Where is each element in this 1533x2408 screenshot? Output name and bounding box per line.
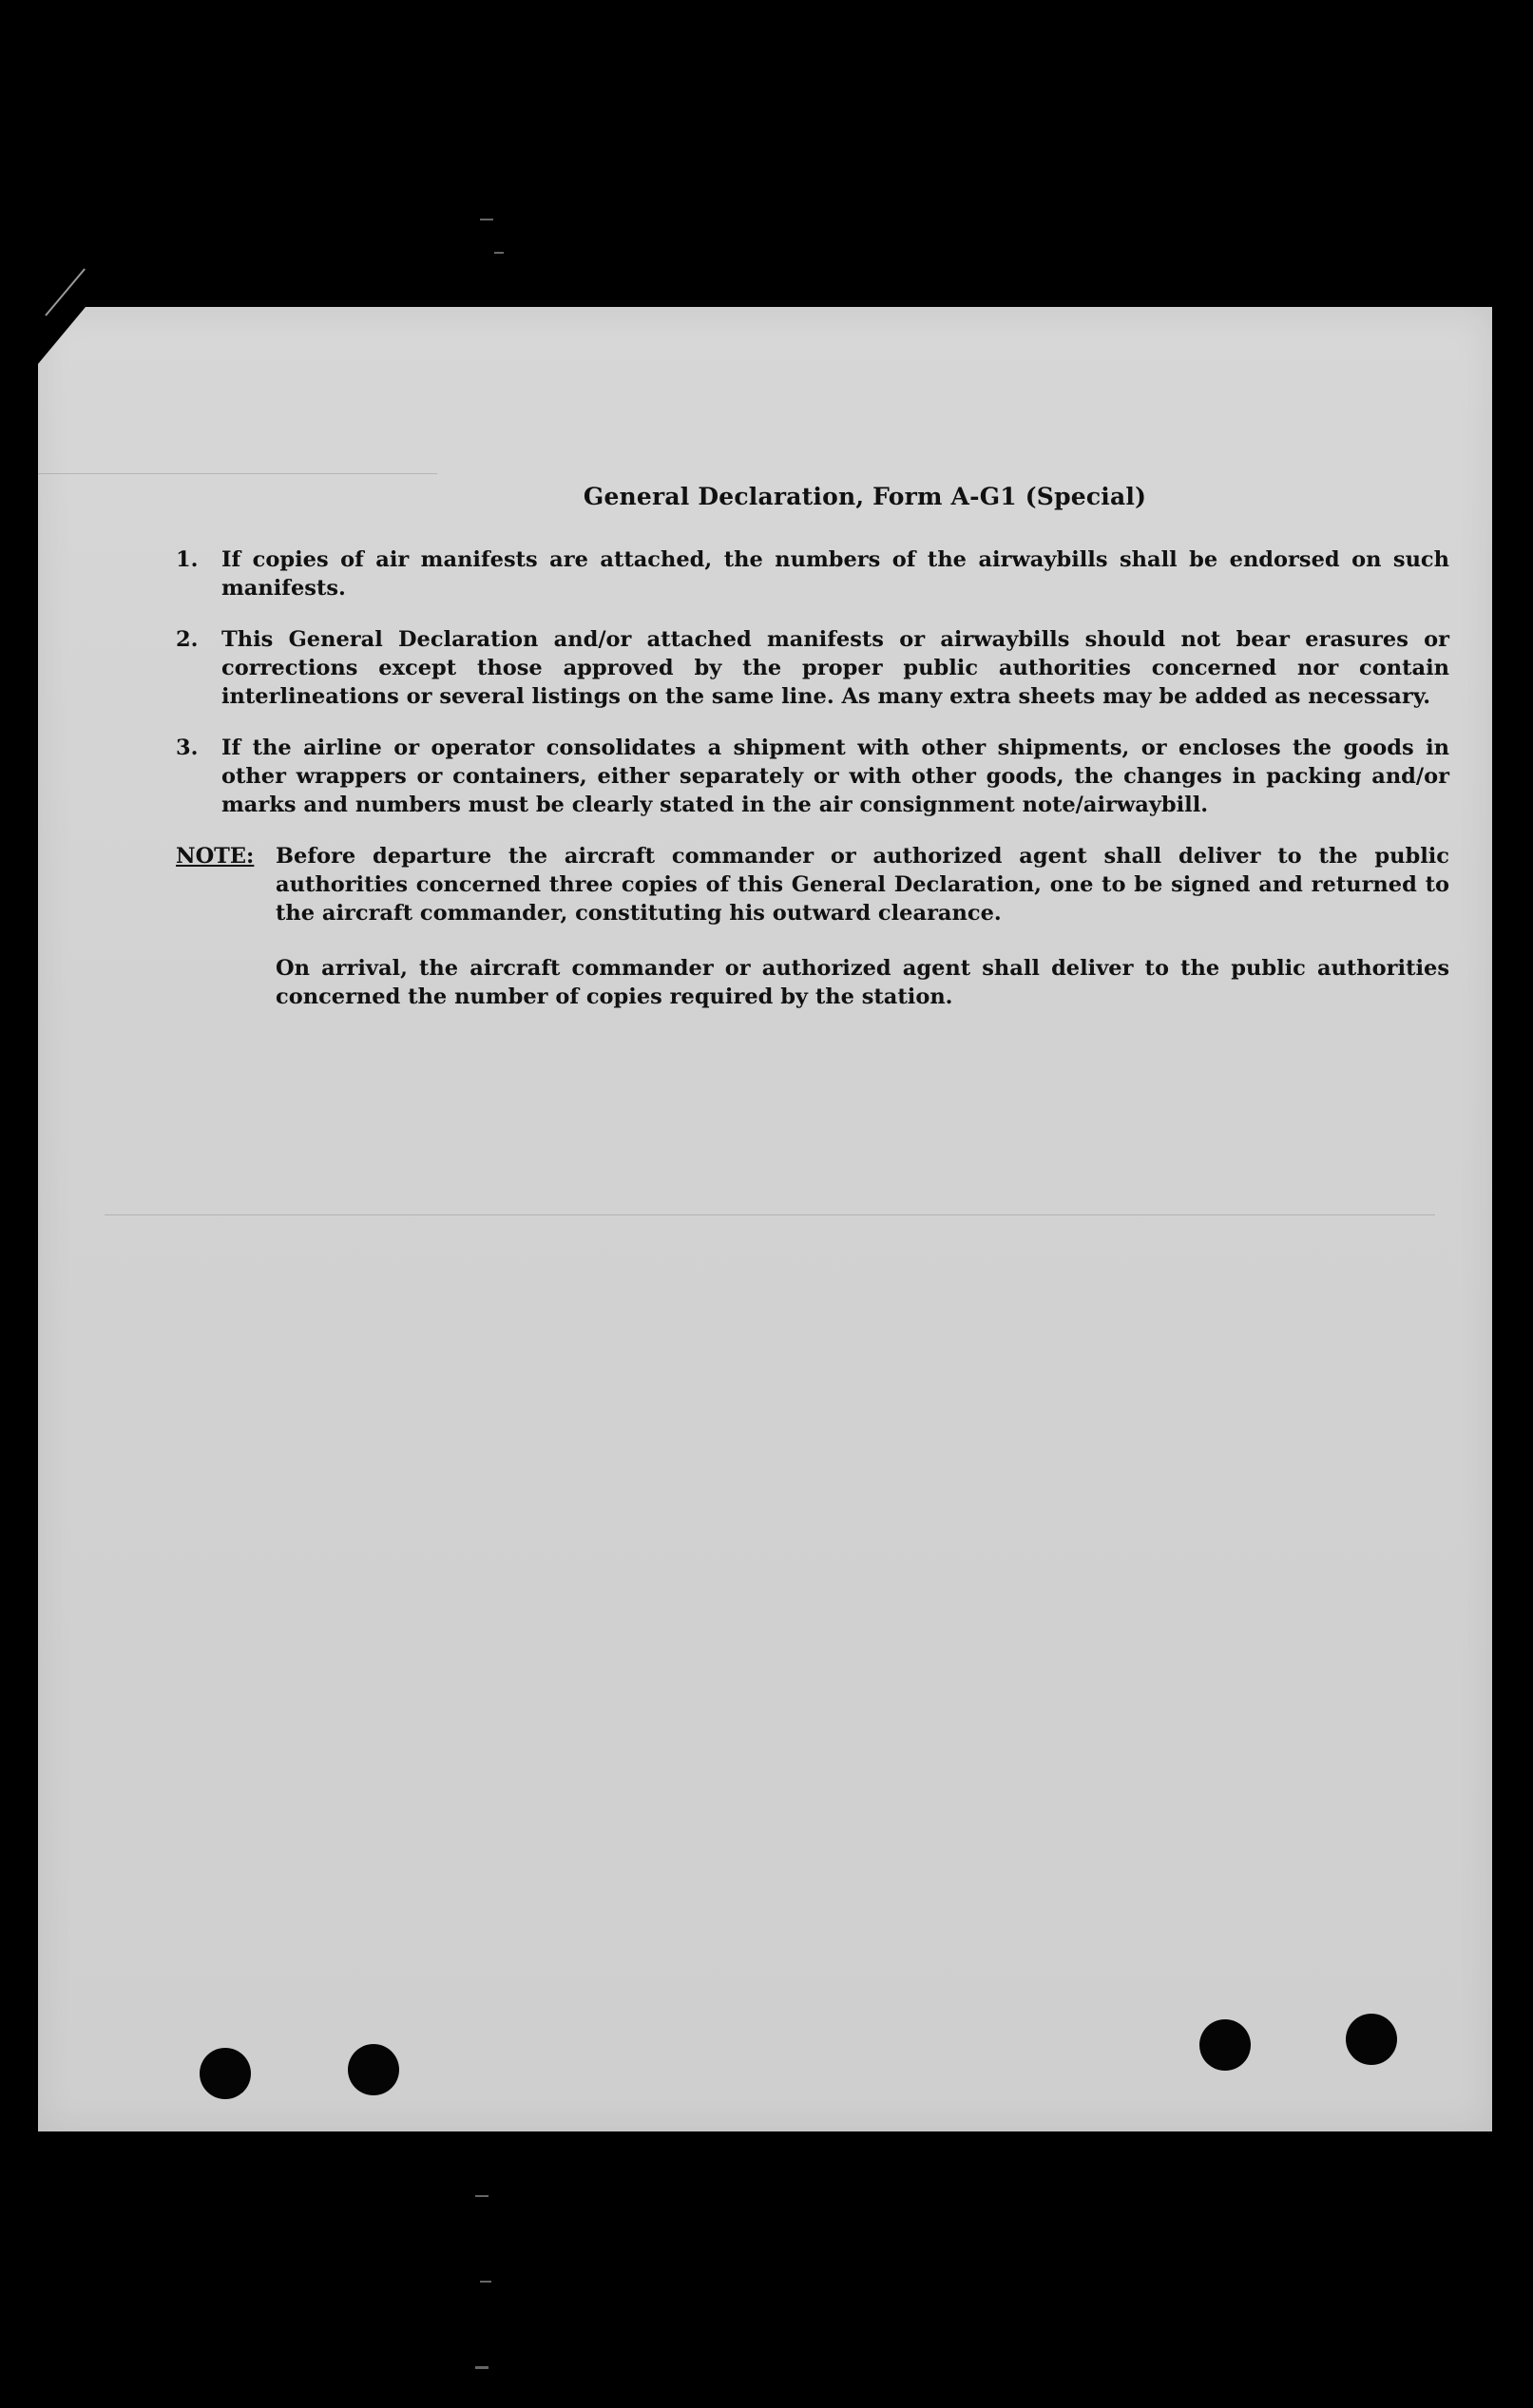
item-number: 3. bbox=[176, 736, 199, 760]
scan-artifact bbox=[480, 2281, 491, 2283]
scan-artifact bbox=[475, 2366, 489, 2369]
item-number: 2. bbox=[176, 627, 199, 652]
document-page bbox=[38, 307, 1492, 2131]
punch-hole bbox=[200, 2048, 251, 2099]
punch-hole bbox=[348, 2044, 399, 2095]
item-text: If copies of air manifests are attached, the numbers of the airwaybills shall be endorsed on such manifests. bbox=[221, 547, 1449, 601]
note-body bbox=[276, 842, 1449, 1038]
item-number: 1. bbox=[176, 547, 199, 572]
note-paragraph: Before departure the aircraft commander or authorized agent shall deliver to the public authorities concerned three copies of this General Declaration, one to be signed and returned to the aircraft commander, constituting his outward clearance. bbox=[276, 844, 1449, 926]
scan-artifact bbox=[480, 219, 493, 220]
list-item bbox=[176, 625, 1449, 711]
punch-hole bbox=[1346, 2014, 1397, 2065]
declaration-content bbox=[176, 483, 1449, 1038]
list-item bbox=[176, 545, 1449, 602]
paper-crease bbox=[38, 473, 437, 474]
punch-hole bbox=[1199, 2019, 1251, 2071]
item-text: This General Declaration and/or attached manifests or airwaybills should not bear erasures or corrections except those approved by the proper public authorities concerned nor contain interlineations or several listings on the same line. As many extra sheets may be added as necessary. bbox=[221, 627, 1449, 709]
scan-artifact bbox=[494, 252, 504, 254]
note-paragraph: On arrival, the aircraft commander or authorized agent shall deliver to the public authorities concerned the number of copies required by the station. bbox=[276, 956, 1449, 1009]
note-section bbox=[176, 842, 1449, 1038]
document-title: General Declaration, Form A-G1 (Special) bbox=[583, 483, 1147, 510]
scan-artifact bbox=[475, 2195, 489, 2197]
paper-crease bbox=[105, 1214, 1435, 1215]
list-item bbox=[176, 734, 1449, 819]
note-label: NOTE: bbox=[176, 844, 255, 869]
item-text: If the airline or operator consolidates a shipment with other shipments, or encloses the goods in other wrappers or containers, either separately or with other goods, the changes in packing and/or marks and numbers must be clearly stated in the air consignment note/airwaybill. bbox=[221, 736, 1449, 817]
